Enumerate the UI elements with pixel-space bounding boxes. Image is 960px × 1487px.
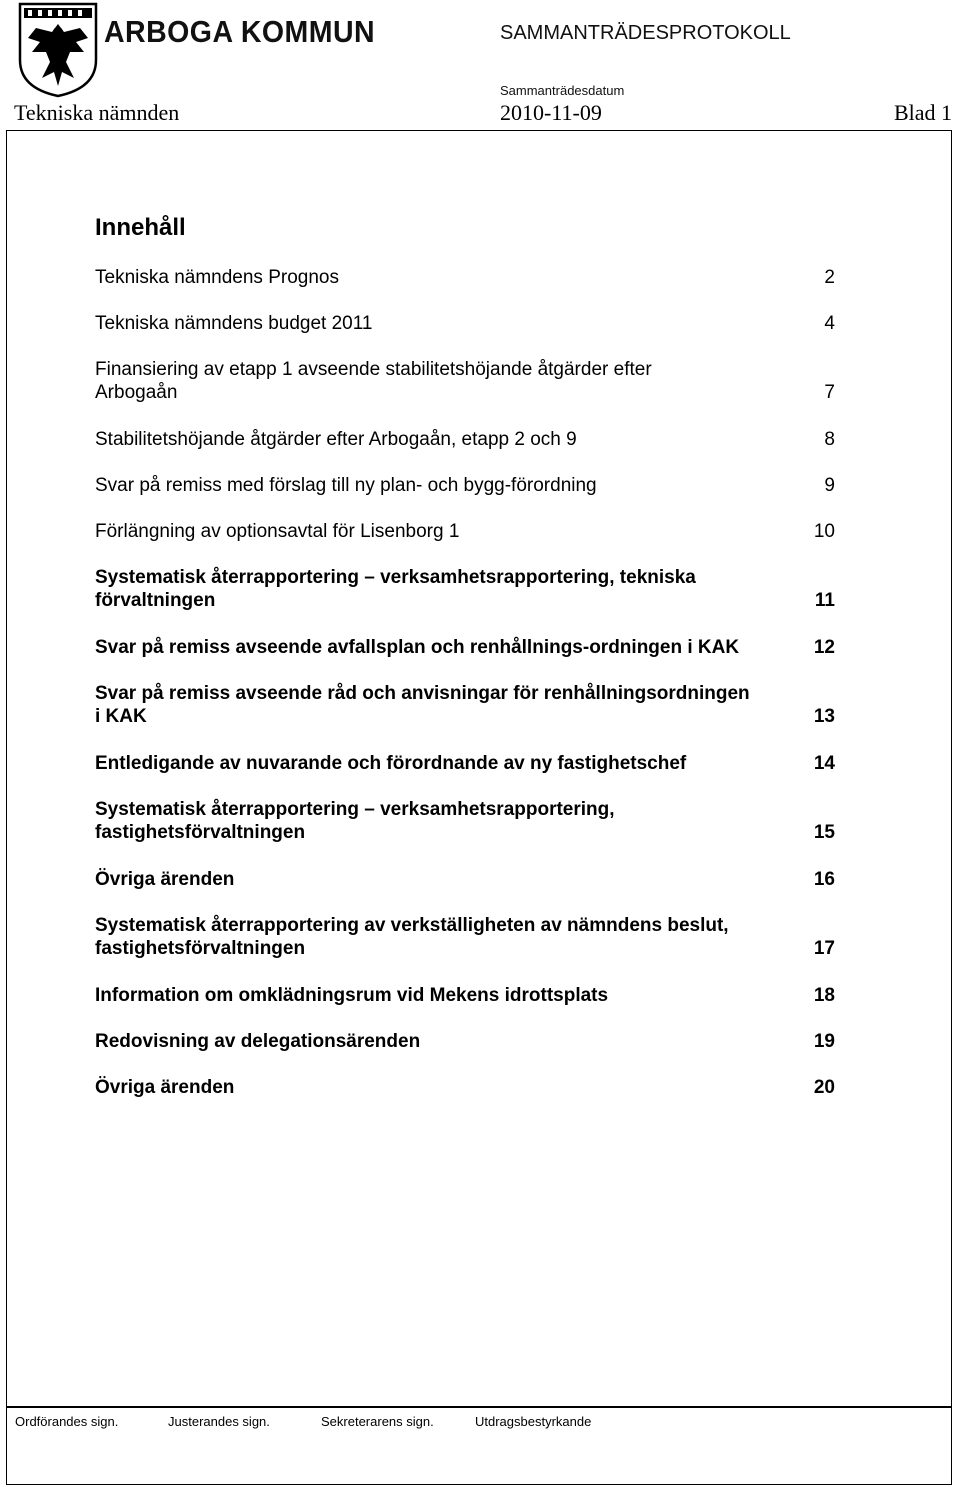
toc-entry-page: 11 [814,590,835,611]
secretary-signature-label: Sekreterarens sign. [321,1414,434,1429]
toc-entry-page: 4 [824,313,835,334]
toc-entry[interactable] [95,474,835,497]
toc-entry-title: Övriga ärenden [95,869,235,890]
toc-entry-title: Svar på remiss avseende avfallsplan och renhållnings-ordningen i KAK [95,637,740,658]
toc-entry-title-cont: i KAK [95,706,147,727]
toc-entry-page: 13 [813,706,835,727]
toc-entry[interactable] [95,914,835,960]
meeting-date-label: Sammanträdesdatum [500,83,625,98]
toc-entry-page: 8 [824,429,835,450]
toc-entry[interactable] [95,798,835,844]
toc-entry[interactable] [95,868,835,891]
toc-entry-page: 9 [824,475,835,496]
toc-entry-page: 18 [813,985,835,1006]
toc-entry-title: Entledigande av nuvarande och förordnande av ny fastighetschef [95,753,687,774]
toc-entry[interactable] [95,636,835,659]
toc-entry[interactable] [95,312,835,335]
coat-of-arms-logo [18,2,98,98]
toc-entry-title: Systematisk återrapportering av verkställigheten av nämndens beslut, [95,915,729,936]
toc-entry-page: 2 [824,267,835,288]
toc-entry-page: 16 [813,869,835,890]
toc-entry-title-cont: fastighetsförvaltningen [95,938,306,959]
toc-entry-title: Stabilitetshöjande åtgärder efter Arbogaån, etapp 2 och 9 [95,429,577,450]
toc-entry[interactable] [95,520,835,543]
toc-entry[interactable] [95,1076,835,1099]
toc-entry-title: Information om omklädningsrum vid Mekens idrottsplats [95,985,609,1006]
signature-footer [6,1407,952,1485]
toc-entry-page: 20 [813,1077,835,1098]
toc-entry[interactable] [95,428,835,451]
toc-entry-title: Svar på remiss med förslag till ny plan- och bygg-förordning [95,475,597,496]
toc-entry-title: Svar på remiss avseende råd och anvisningar för renhållningsordningen [95,683,750,704]
toc-entry-title: Systematisk återrapportering – verksamhetsrapportering, [95,799,615,820]
extract-certification-label: Utdragsbestyrkande [475,1414,592,1429]
adjuster-signature-label: Justerandes sign. [168,1414,270,1429]
committee-name: Tekniska nämnden [14,100,180,125]
toc-entry[interactable] [95,984,835,1007]
toc-entry-page: 14 [813,753,835,774]
toc-title: Innehåll [95,214,186,241]
toc-entry-title: Systematisk återrapportering – verksamhetsrapportering, tekniska [95,567,696,588]
toc-entry-title: Tekniska nämndens budget 2011 [95,313,373,334]
toc-entry[interactable] [95,566,835,612]
page-number: Blad 1 [893,100,952,125]
toc-entry-title-cont: fastighetsförvaltningen [95,822,306,843]
toc-entry-title-cont: förvaltningen [95,590,216,611]
toc-entry[interactable] [95,1030,835,1053]
toc-entry-page: 10 [813,521,835,542]
meeting-date: 2010-11-09 [500,100,602,125]
toc-entry[interactable] [95,752,835,775]
document-type: SAMMANTRÄDESPROTOKOLL [500,22,791,44]
toc-entry-page: 19 [813,1031,835,1052]
toc-entry-title-cont: Arbogaån [95,382,178,403]
toc-entry-title: Tekniska nämndens Prognos [95,267,339,288]
toc-entry-page: 17 [813,938,835,959]
toc-entry-title: Övriga ärenden [95,1077,235,1098]
toc-entry-page: 7 [824,382,835,403]
toc-entry-title: Förlängning av optionsavtal för Lisenborg 1 [95,521,460,542]
toc-entry-page: 15 [813,822,835,843]
toc-entry[interactable] [95,358,835,404]
toc-entry-title: Finansiering av etapp 1 avseende stabilitetshöjande åtgärder efter [95,359,652,380]
toc-entry-page: 12 [813,637,835,658]
chair-signature-label: Ordförandes sign. [15,1414,119,1429]
toc-entry-title: Redovisning av delegationsärenden [95,1031,421,1052]
toc-entry[interactable] [95,266,835,289]
toc-entry[interactable] [95,682,835,728]
municipality-wordmark: ARBOGA KOMMUN [104,14,376,49]
